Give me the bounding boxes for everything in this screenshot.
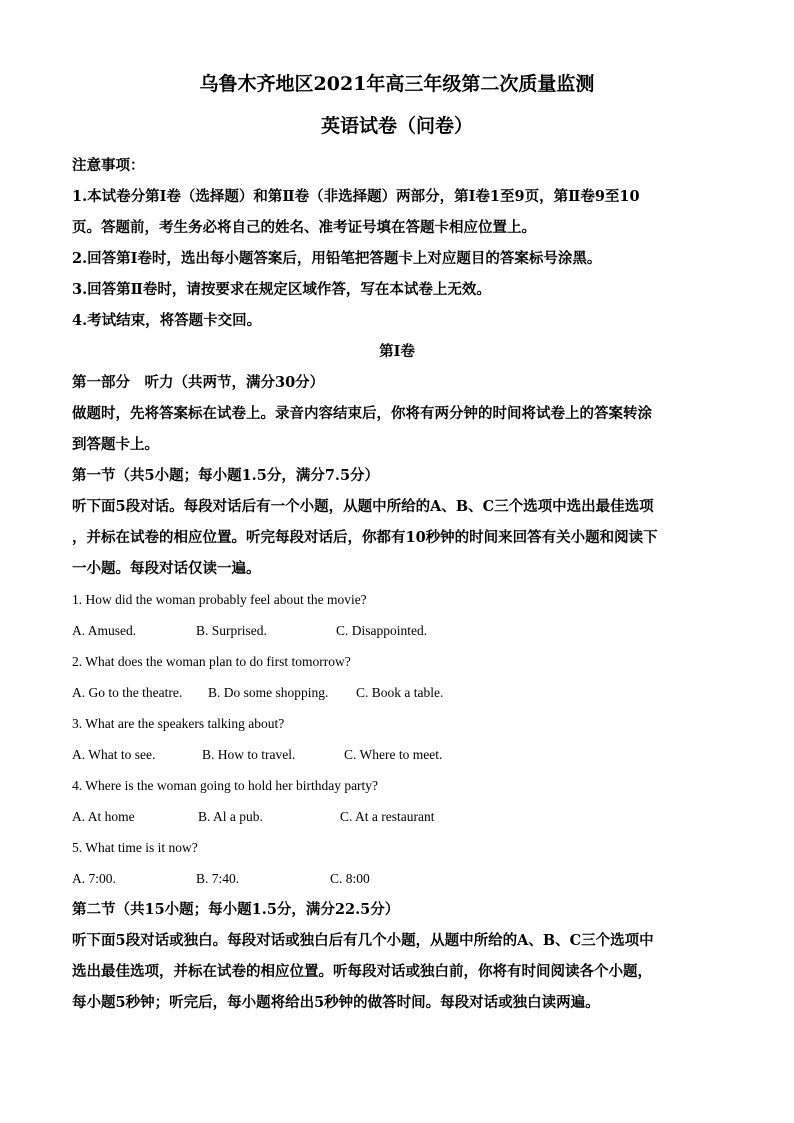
option-a: A. What to see. (72, 747, 156, 762)
section1-intro-line: ，并标在试卷的相应位置。听完每段对话后，你都有10秒钟的时间来回答有关小题和阅读下 (72, 529, 658, 546)
option-b: B. How to travel. (202, 747, 296, 762)
option-b: B. Surprised. (196, 623, 267, 638)
option-b: B. Al a pub. (198, 809, 263, 824)
note-line: 2.回答第Ⅰ卷时，选出每小题答案后，用铅笔把答题卡上对应题目的答案标号涂黑。 (72, 250, 602, 267)
option-c: C. At a restaurant (340, 809, 435, 824)
question-1: 1. How did the woman probably feel about the movie? (72, 592, 367, 607)
option-b: B. 7:40. (196, 871, 240, 886)
option-b: B. Do some shopping. (208, 685, 329, 700)
option-c: C. Disappointed. (336, 623, 428, 638)
section2-intro-line: 每小题5秒钟；听完后，每小题将给出5秒钟的做答时间。每段对话或独白读两遍。 (72, 994, 600, 1011)
question-2-options (72, 677, 722, 708)
section2-heading: 第二节（共15小题；每小题1.5分，满分22.5分） (72, 901, 400, 918)
question-5-options (72, 863, 722, 894)
exam-page (72, 70, 722, 1018)
section2-intro-line: 听下面5段对话或独白。每段对话或独白后有几个小题，从题中所给的A、B、C三个选项中 (72, 932, 654, 949)
section1-heading: 第一节（共5小题；每小题1.5分，满分7.5分） (72, 467, 380, 484)
question-4: 4. Where is the woman going to hold her birthday party? (72, 778, 379, 793)
question-5: 5. What time is it now? (72, 840, 198, 855)
notes-heading: 注意事项： (72, 157, 145, 174)
question-3: 3. What are the speakers talking about? (72, 716, 285, 731)
part1-heading: 第一部分 听力（共两节，满分30分） (72, 374, 325, 391)
part1-intro-line: 做题时，先将答案标在试卷上。录音内容结束后，你将有两分钟的时间将试卷上的答案转涂 (72, 405, 652, 422)
note-line: 4.考试结束，将答题卡交回。 (72, 312, 262, 329)
note-line: 3.回答第Ⅱ卷时，请按要求在规定区域作答，写在本试卷上无效。 (72, 281, 491, 298)
option-a: A. Amused. (72, 623, 137, 638)
option-a: A. Go to the theatre. (72, 685, 183, 700)
note-line: 页。答题前，考生务必将自己的姓名、准考证号填在答题卡相应位置上。 (72, 219, 536, 236)
option-a: A. 7:00. (72, 871, 116, 886)
section1-intro-line: 听下面5段对话。每段对话后有一个小题，从题中所给的A、B、C三个选项中选出最佳选项 (72, 498, 654, 515)
section2-intro-line: 选出最佳选项，并标在试卷的相应位置。听每段对话或独白前，你将有时间阅读各个小题， (72, 963, 652, 980)
question-1-options (72, 615, 722, 646)
option-c: C. Book a table. (356, 685, 444, 700)
option-c: C. Where to meet. (344, 747, 443, 762)
exam-title: 乌鲁木齐地区2021年高三年级第二次质量监测 (199, 73, 595, 95)
volume-heading: 第Ⅰ卷 (379, 343, 415, 360)
section1-intro-line: 一小题。每段对话仅读一遍。 (72, 560, 261, 577)
question-2: 2. What does the woman plan to do first tomorrow? (72, 654, 351, 669)
question-4-options (72, 801, 722, 832)
question-3-options (72, 739, 722, 770)
note-line: 1.本试卷分第Ⅰ卷（选择题）和第Ⅱ卷（非选择题）两部分，第Ⅰ卷1至9页，第Ⅱ卷9至10 (72, 188, 640, 205)
option-c: C. 8:00 (330, 871, 370, 886)
part1-intro-line: 到答题卡上。 (72, 436, 159, 453)
exam-subtitle: 英语试卷（问卷） (320, 115, 473, 137)
option-a: A. At home (72, 809, 135, 824)
